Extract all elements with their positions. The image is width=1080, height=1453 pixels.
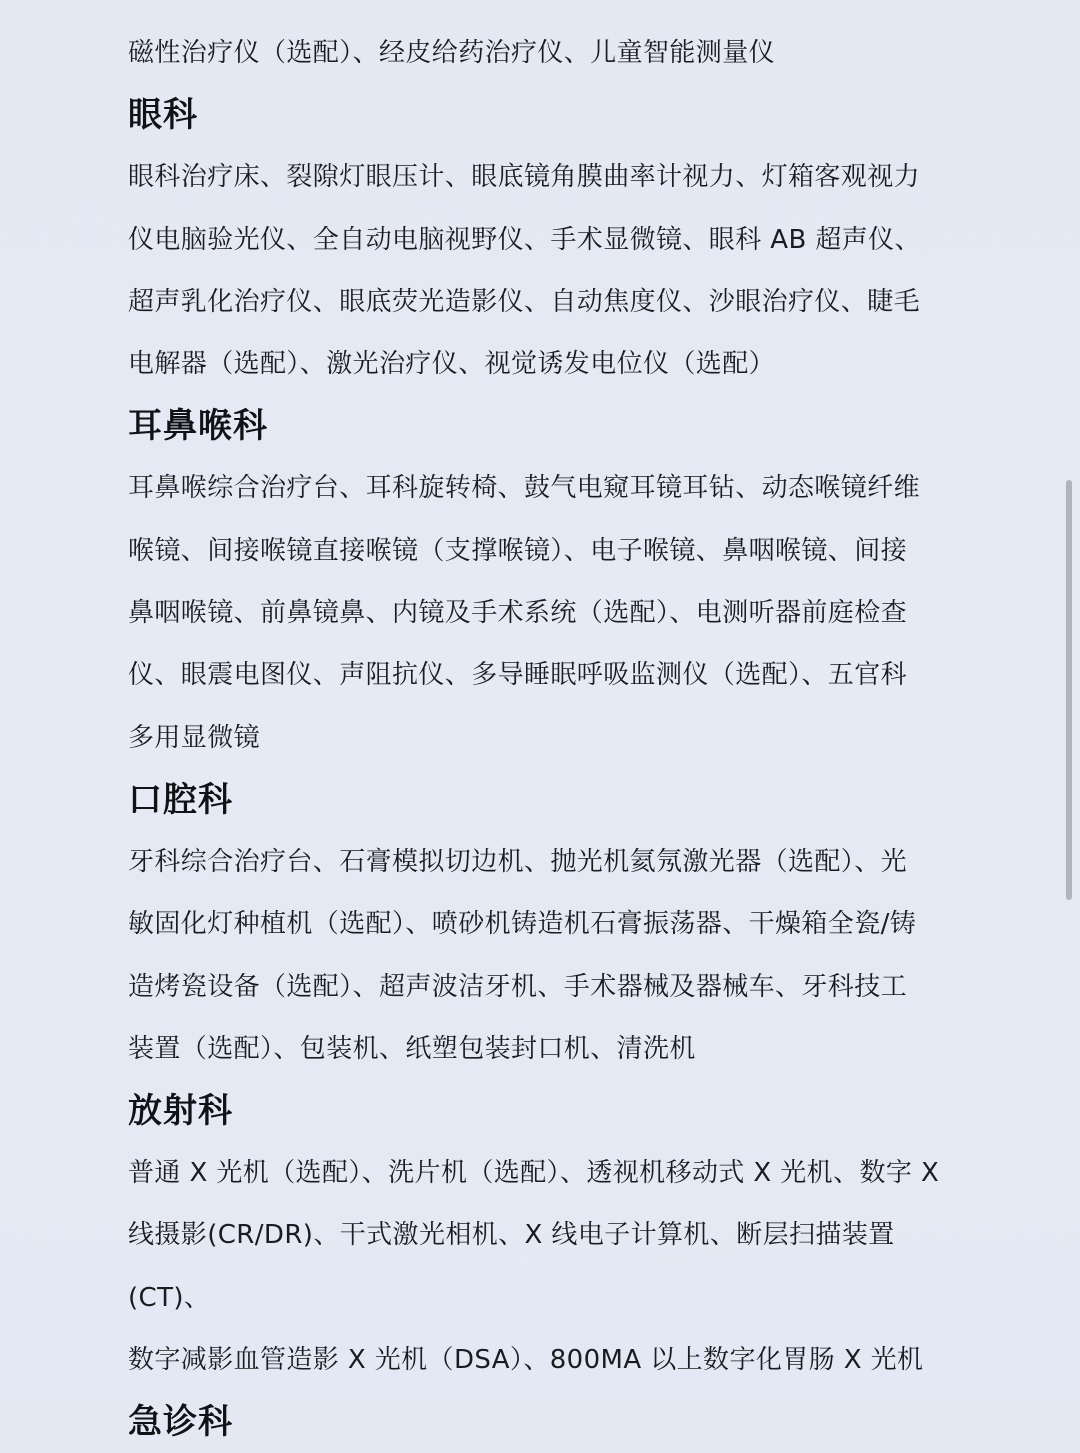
section-line: 多用显微镜	[128, 722, 261, 753]
section-heading-ent: 耳鼻喉科	[128, 406, 268, 447]
section-heading-stomatology: 口腔科	[128, 779, 233, 820]
section-heading-ophthalmology: 眼科	[128, 95, 198, 136]
document-body	[128, 22, 968, 1453]
section-line: 装置（选配）、包装机、纸塑包装封口机、清洗机	[128, 1033, 696, 1064]
section-line: 电解器（选配）、激光治疗仪、视觉诱发电位仪（选配）	[128, 349, 776, 380]
section-line: 敏固化灯种植机（选配）、喷砂机铸造机石膏振荡器、干燥箱全瓷/铸	[128, 909, 917, 940]
section-line: 仪电脑验光仪、全自动电脑视野仪、手术显微镜、眼科 AB 超声仪、	[128, 224, 921, 255]
section-heading-emergency: 急诊科	[128, 1402, 233, 1443]
intro-line: 磁性治疗仪（选配）、经皮给药治疗仪、儿童智能测量仪	[128, 38, 776, 68]
section-line: 线摄影(CR/DR)、干式激光相机、X 线电子计算机、断层扫描装置(CT)、	[128, 1220, 895, 1313]
vertical-scrollbar-thumb[interactable]	[1066, 480, 1072, 900]
section-line: 耳鼻喉综合治疗台、耳科旋转椅、鼓气电窥耳镜耳钻、动态喉镜纤维	[128, 473, 921, 504]
section-line: 普通 X 光机（选配）、洗片机（选配）、透视机移动式 X 光机、数字 X	[128, 1158, 940, 1189]
section-line: 仪、眼震电图仪、声阻抗仪、多导睡眠呼吸监测仪（选配）、五官科	[128, 660, 908, 691]
section-line: 数字减影血管造影 X 光机（DSA）、800MA 以上数字化胃肠 X 光机	[128, 1345, 924, 1376]
section-heading-radiology: 放射科	[128, 1091, 233, 1132]
section-line: 喉镜、间接喉镜直接喉镜（支撑喉镜）、电子喉镜、鼻咽喉镜、间接	[128, 535, 908, 566]
section-line: 鼻咽喉镜、前鼻镜鼻、内镜及手术系统（选配）、电测听器前庭检查	[128, 598, 908, 629]
section-line: 造烤瓷设备（选配）、超声波洁牙机、手术器械及器械车、牙科技工	[128, 971, 908, 1002]
section-line: 眼科治疗床、裂隙灯眼压计、眼底镜角膜曲率计视力、灯箱客观视力	[128, 162, 921, 193]
section-line: 超声乳化治疗仪、眼底荧光造影仪、自动焦度仪、沙眼治疗仪、睫毛	[128, 286, 921, 317]
section-line: 牙科综合治疗台、石膏模拟切边机、抛光机氦氖激光器（选配）、光	[128, 846, 908, 877]
